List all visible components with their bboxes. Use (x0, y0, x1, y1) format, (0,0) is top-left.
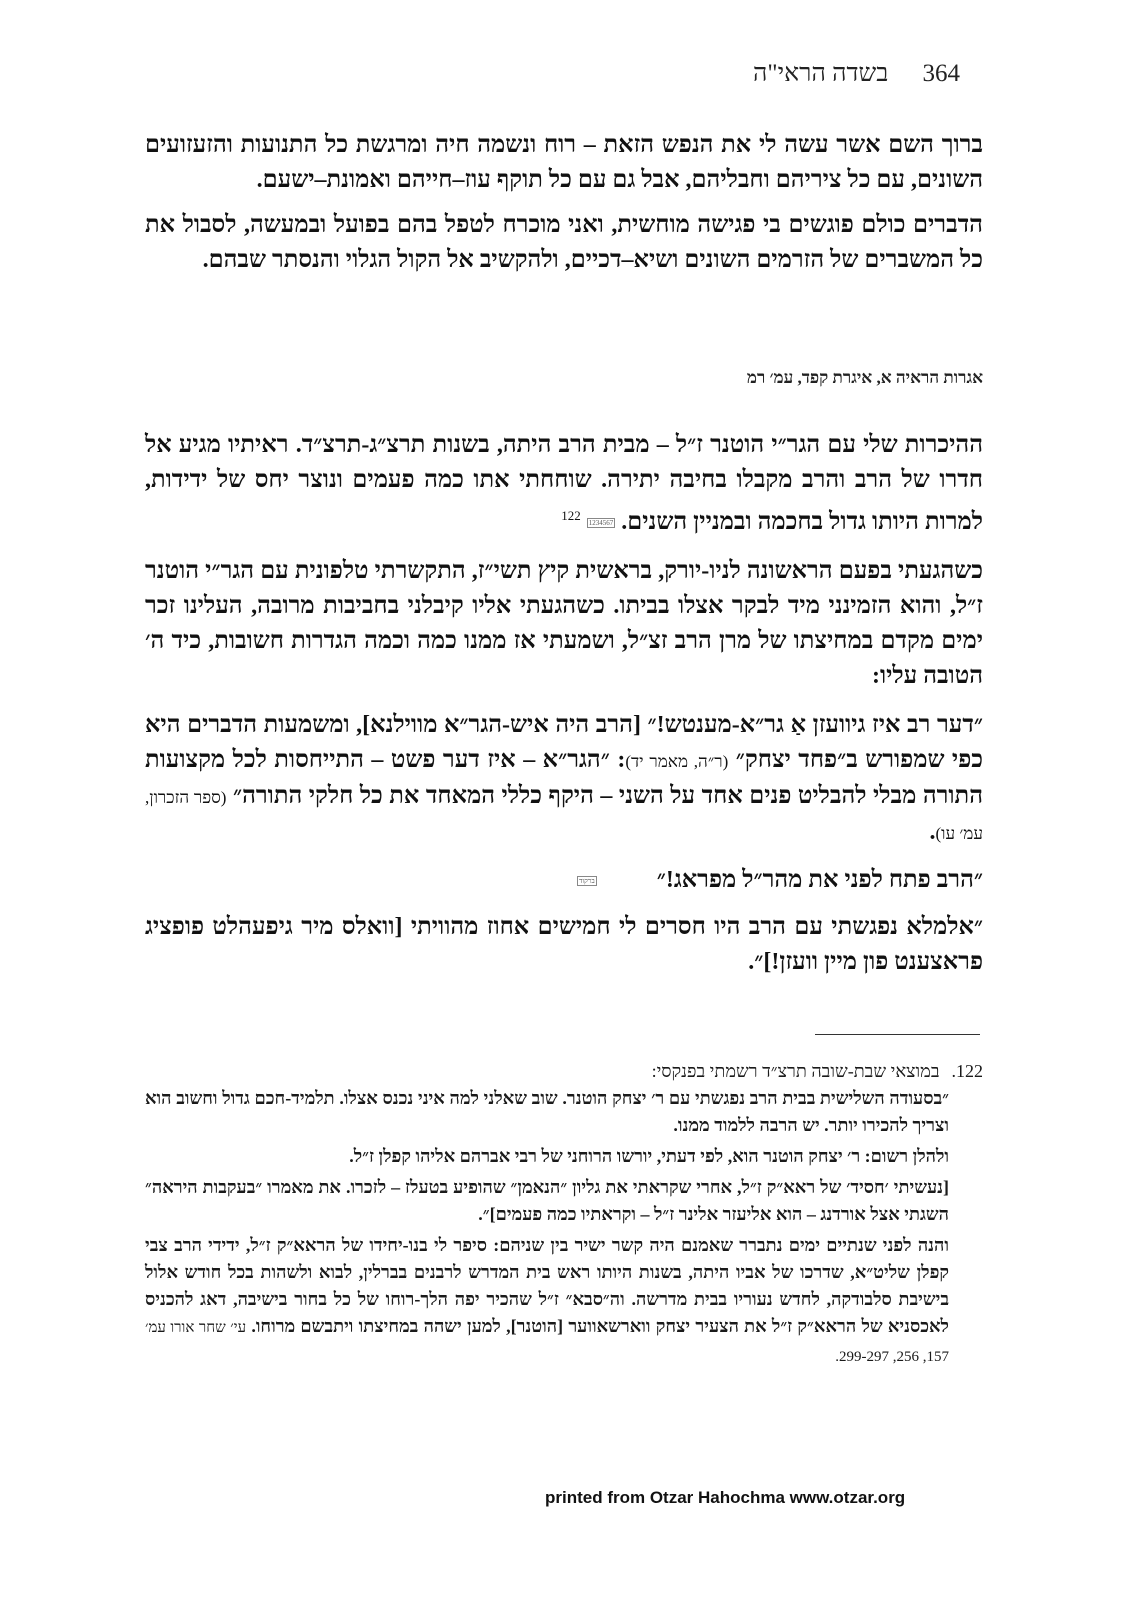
inline-stamp: 1234567 (588, 519, 614, 528)
main-text (145, 428, 983, 980)
paragraph-fifty-percent: ״אלמלא נפגשתי עם הרב היו חסרים לי חמישים אחוז מהוויתי [וואלס מיר גיפעהלט פופציג פראצענט פון מיין וועזן!]״. (145, 914, 983, 975)
paragraph-new-york: כשהגעתי בפעם הראשונה לניו-יורק, בראשית קיץ תשי״ז, התקשרתי טלפונית עם הגר״י הוטנר ז״ל, והוא הזמינני מיד לבקר אצלו בביתו. כשהגעתי אליו קיבלני בחביבות מרובה, העלינו זכר ימים מקדם במחיצתו של מרן הרב זצ״ל, ושמעתי אז ממנו כמה וכמה הגדרות חשובות, כיד ה׳ הטובה עליו: (145, 558, 983, 689)
running-title: בשדה הראי"ה (753, 60, 889, 87)
footnote-reference-tail: עי׳ שחר אורו עמ׳ 157, 256, 299-297. (145, 1320, 949, 1365)
paragraph-gra-mentsh (145, 708, 983, 851)
footnote-line-4 (145, 1232, 983, 1371)
quote-paragraph-1: ברוך השם אשר עשה לי את הנפש הזאת – רוח ונשמה חיה ומרגשת כל התנועות והזעזועים השונים, עם כל ציריהם וחבליהם, אבל גם עם כל תוקף עוז–חייהם ואמונת–ישעם. (145, 132, 983, 193)
footnote-line-1: ״בסעודה השלישית בבית הרב נפגשתי עם ר׳ יצחק הוטנר. שוב שאלני למה איני נכנס אצלו. תלמיד-חכם גדול וחשוב הוא וצריך להכירו יותר. יש הרבה ללמוד ממנו. (145, 1088, 949, 1135)
footnote-number: 122. (951, 1061, 983, 1081)
footnote-separator (815, 1034, 980, 1035)
quote-block (145, 128, 983, 278)
gra-quote-part-1: ״דער רב איז גיוועזן אַ גר״א-מענטש!״ [הרב היה איש-הגר״א מווילנא], ומשמעות הדברים היא כפי שמפורש ב״פחד יצחק״ (145, 712, 984, 773)
footnote-ref[interactable]: 122 (561, 508, 581, 523)
quote-paragraph-2: הדברים כולם פוגשים בי פגישה מוחשית, ואני מוכרח לטפל בהם בפועל ובמעשה, לסבול את כל המשברים של הזרמים השונים ושיא–דכיים, ולהקשיב אל הקול הגלוי והנסתר שבהם. (145, 212, 983, 273)
footnote-intro: במוצאי שבת-שובה תרצ״ד רשמתי בפנקסי: (651, 1061, 940, 1081)
quote-source: אגרות הראיה א, איגרת קפד, עמ׳ רמ (746, 368, 983, 387)
gra-quote-part-2: : ״הגר״א – איז דער פשט – התייחסות לכל מקצועות התורה מבלי להבליט פנים אחד על השני – היקף כללי המאחד את כל חלקי התורה״ (145, 747, 984, 809)
footnote-line-2: ולהלן רשום: ר׳ יצחק הוטנר הוא, לפי דעתי, יורשו הרוחני של רבי אברהם אליהו קפלן ז״ל. (349, 1146, 949, 1166)
citation-rosh-hashana: (ר״ה, מאמר יד) (625, 752, 729, 771)
barcode-stamp: ברקוד (579, 877, 595, 886)
gra-quote-end: . (929, 819, 936, 845)
citation-sefer-hazikaron: (ספר הזכרון, עמ׳ עו) (145, 788, 983, 843)
paragraph-acquaintance (145, 428, 983, 540)
paragraph-maharal (145, 863, 983, 898)
print-footer: printed from Otzar Hahochma www.otzar.org (545, 1488, 906, 1507)
maharal-quote: ״הרב פתח לפני את מהר״ל מפראג!״ (656, 867, 983, 893)
running-header (753, 60, 960, 88)
footnote-122 (145, 1058, 983, 1371)
paragraph-acquaintance-text: ההיכרות שלי עם הגר״י הוטנר ז״ל – מבית הרב היתה, בשנות תרצ״ג-תרצ״ד. ראיתיו מגיע אל חדרו של הרב והרב מקבלו בחיבה יתירה. שוחחתי אתו כמה פעמים ונוצר יחס של ידידות, למרות היותו גדול בחכמה ובמניין השנים. (145, 432, 983, 535)
page-number: 364 (922, 60, 960, 87)
footnote-line-3: [נעשיתי ׳חסיד׳ של ראא״ק ז״ל, אחרי שקראתי את גליון ״הנאמן״ שהופיע בטעלז – לזכרו. את מאמרו ״בעקבות היראה״ השגתי אצל אורדנג – הוא אליעזר אלינר ז״ל – וקראתיו כמה פעמים]״. (145, 1177, 949, 1224)
footnote-line-4-text: והנה לפני שנתיים ימים נתברר שאמנם היה קשר ישיר בין שניהם: סיפר לי בנו-יחידו של הראא״ק ז״ל, ידידי הרב צבי קפלן שליט״א, שדרכו של אביו היתה, בשנות היותו ראש בית המדרש לרבנים בברלין, לבוא ולשהות בכל חודש אלול בישיבת סלבודקה, לחדש נעוריו בבית מדרשה. וה״סבא״ ז״ל שהכיר יפה הלך-רוחו של כל בחור בישיבה, דאג להכניס לאכסניא של הראא״ק ז״ל את הצעיר יצחק ווארשאווער [הוטנר], למען ישהה במחיצתו ויתבשם מרוחו. (145, 1235, 949, 1336)
